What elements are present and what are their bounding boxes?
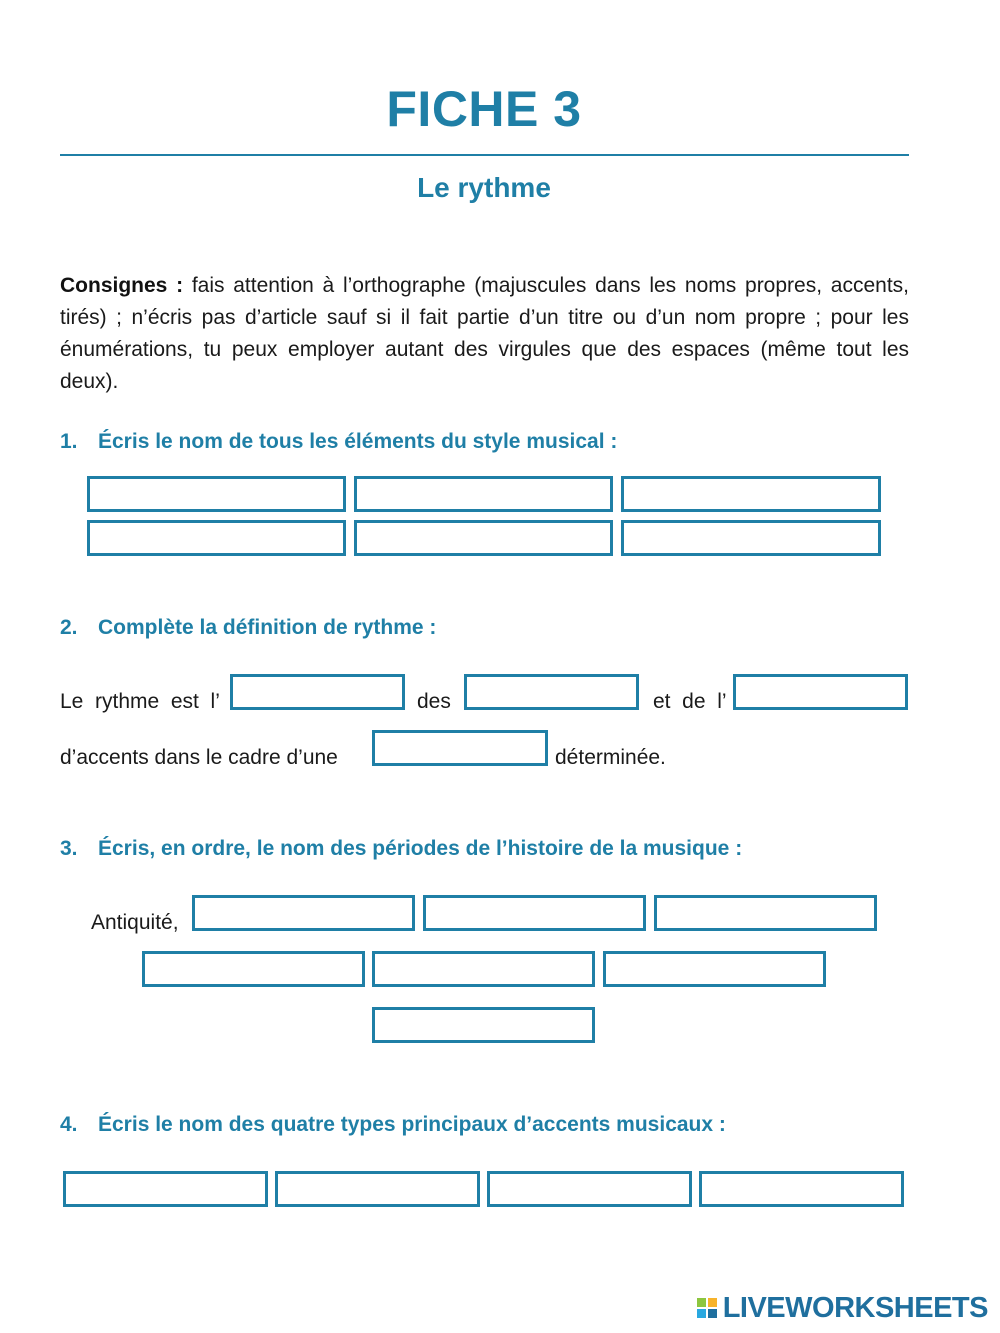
question-4-heading: [60, 1113, 726, 1137]
q3-answer-input-3[interactable]: [654, 895, 877, 931]
q1-answer-input-5[interactable]: [354, 520, 613, 556]
page-title: FICHE 3: [386, 81, 582, 137]
q3-answer-input-2[interactable]: [423, 895, 646, 931]
q3-answer-input-1[interactable]: [192, 895, 415, 931]
q1-answer-input-6[interactable]: [621, 520, 881, 556]
q2-answer-input-1[interactable]: [230, 674, 405, 710]
question-4-number: 4.: [60, 1113, 78, 1136]
question-3-number: 3.: [60, 837, 78, 860]
title-divider: [60, 154, 909, 156]
q3-answer-input-4[interactable]: [142, 951, 365, 987]
q1-answer-input-4[interactable]: [87, 520, 346, 556]
definition-text-5: déterminée.: [555, 746, 666, 769]
instructions-text: fais attention à l’orthographe (majuscules dans les noms propres, accents, tirés) ; n’écris pas d’article sauf si il fait partie d’un titre ou d’un nom propre ; pour les énumérations, tu peux employer autant des virgules que des espaces (même tout les deux).: [60, 274, 909, 393]
question-4-text: Écris le nom des quatre types principaux d’accents musicaux :: [98, 1113, 726, 1136]
q4-answer-input-4[interactable]: [699, 1171, 904, 1207]
periods-prefix: Antiquité,: [91, 911, 179, 934]
question-1-text: Écris le nom de tous les éléments du style musical :: [98, 430, 618, 453]
page-subtitle: Le rythme: [417, 172, 551, 203]
liveworksheets-logo-text: LIVEWORKSHEETS: [722, 1292, 988, 1324]
q4-answer-input-3[interactable]: [487, 1171, 692, 1207]
q1-answer-input-1[interactable]: [87, 476, 346, 512]
q2-answer-input-2[interactable]: [464, 674, 639, 710]
q3-answer-input-6[interactable]: [603, 951, 826, 987]
question-2-heading: [60, 616, 436, 640]
instructions-label: Consignes :: [60, 274, 184, 297]
definition-text-2: des: [417, 690, 451, 713]
definition-text-4: d’accents dans le cadre d’une: [60, 746, 338, 769]
q2-answer-input-3[interactable]: [733, 674, 908, 710]
question-3-text: Écris, en ordre, le nom des périodes de l’histoire de la musique :: [98, 837, 743, 860]
q3-answer-input-7[interactable]: [372, 1007, 595, 1043]
q1-answer-input-3[interactable]: [621, 476, 881, 512]
question-1-heading: [60, 430, 617, 454]
definition-text-3: et de l’: [653, 690, 727, 713]
question-3-heading: [60, 837, 742, 861]
liveworksheets-logo-icon: [697, 1298, 719, 1320]
liveworksheets-branding: [697, 1292, 988, 1325]
question-2-text: Complète la définition de rythme :: [98, 616, 437, 639]
question-2-number: 2.: [60, 616, 78, 639]
q2-answer-input-4[interactable]: [372, 730, 548, 766]
question-1-number: 1.: [60, 430, 78, 453]
q4-answer-input-2[interactable]: [275, 1171, 480, 1207]
q1-answer-input-2[interactable]: [354, 476, 613, 512]
definition-text-1: Le rythme est l’: [60, 690, 220, 713]
q4-answer-input-1[interactable]: [63, 1171, 268, 1207]
q3-answer-input-5[interactable]: [372, 951, 595, 987]
instructions: [60, 270, 909, 398]
